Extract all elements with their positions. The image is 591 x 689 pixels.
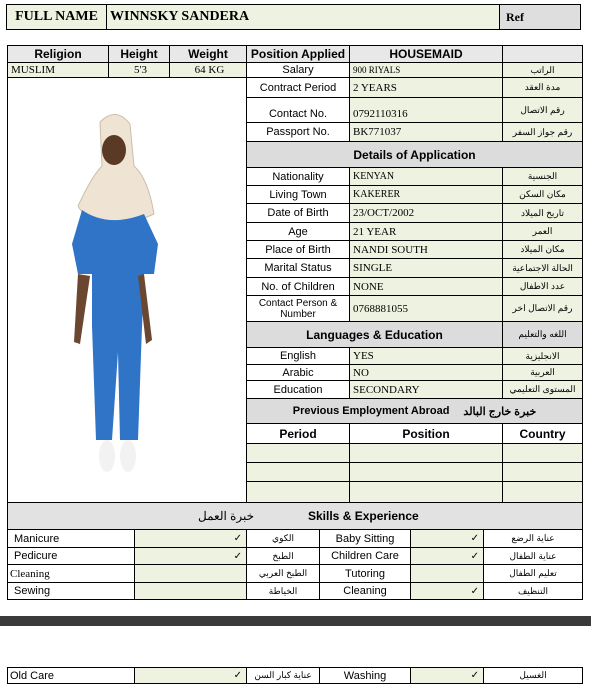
nationality-value: KENYAN [349, 167, 503, 186]
employment-row [246, 481, 350, 503]
skill-childrencare-label: Children Care [319, 547, 411, 565]
passport-no-value: BK771037 [349, 122, 503, 142]
details-section-title: Details of Application [246, 141, 583, 168]
children-arabic: عدد الاطفال [502, 277, 583, 296]
employment-row [502, 443, 583, 463]
nationality-label: Nationality [246, 167, 350, 186]
skill-tutoring-check [410, 564, 484, 583]
employment-row [349, 443, 503, 463]
skill-cleaning2-label: Cleaning [319, 582, 411, 600]
weight-value: 64 KG [169, 62, 247, 78]
age-value: 21 YEAR [349, 222, 503, 241]
skill-childrencare-arabic: عناية الطفال [483, 547, 583, 565]
marital-status-arabic: الحالة الاجتماعية [502, 258, 583, 278]
skill-sewing-check [134, 582, 247, 600]
applicant-photo [7, 77, 247, 503]
date-of-birth-label: Date of Birth [246, 203, 350, 223]
living-town-label: Living Town [246, 185, 350, 204]
skill-washing-arabic: الغسيل [483, 667, 583, 684]
position-header: Position Applied [246, 45, 350, 63]
position-value: HOUSEMAID [349, 45, 503, 63]
employment-section-title [246, 398, 583, 424]
arabic-value: NO [349, 364, 503, 381]
english-arabic: الانجليزية [502, 347, 583, 365]
skills-section-title [7, 502, 583, 530]
contract-period-value: 2 YEARS [349, 77, 503, 98]
skill-sewing-arabic: الخياطة [246, 582, 320, 600]
height-header: Height [108, 45, 170, 63]
english-value: YES [349, 347, 503, 365]
languages-section-arabic: اللغه والتعليم [502, 321, 583, 348]
skill-cleaning-label: Cleaning [7, 564, 135, 583]
languages-section-title: Languages & Education [246, 321, 503, 348]
passport-no-arabic: رقم جواز السفر [502, 122, 583, 142]
arabic-label: Arabic [246, 364, 350, 381]
skill-babysitting-label: Baby Sitting [319, 529, 411, 548]
contact-no-value: 0792110316 [349, 97, 503, 123]
contact-person-value: 0768881055 [349, 295, 503, 322]
full-name-label: FULL NAME [6, 4, 107, 30]
skill-oldcare-check: ✓ [134, 667, 247, 684]
age-label: Age [246, 222, 350, 241]
salary-arabic: الراتب [502, 62, 583, 78]
place-of-birth-value: NANDI SOUTH [349, 240, 503, 259]
contact-person-arabic: رقم الاتصال اخر [502, 295, 583, 322]
education-label: Education [246, 380, 350, 399]
salary-label: Salary [246, 62, 350, 78]
religion-value: MUSLIM [7, 62, 109, 78]
employment-title-ar: خبرة خارج البالد [463, 405, 537, 418]
skill-manicure-check: ✓ [134, 529, 247, 548]
employment-row [502, 481, 583, 503]
marital-status-label: Marital Status [246, 258, 350, 278]
english-label: English [246, 347, 350, 365]
contact-no-arabic: رقم الاتصال [502, 97, 583, 123]
skill-pedicure-arabic: الطبخ [246, 547, 320, 565]
weight-header: Weight [169, 45, 247, 63]
children-value: NONE [349, 277, 503, 296]
skill-oldcare-label: Old Care [7, 667, 135, 684]
skill-babysitting-check: ✓ [410, 529, 484, 548]
marital-status-value: SINGLE [349, 258, 503, 278]
skill-washing-check: ✓ [410, 667, 484, 684]
living-town-value: KAKERER [349, 185, 503, 204]
skill-pedicure-check: ✓ [134, 547, 247, 565]
date-of-birth-value: 23/OCT/2002 [349, 203, 503, 223]
skill-sewing-label: Sewing [7, 582, 135, 600]
skill-cleaning2-check: ✓ [410, 582, 484, 600]
skill-cleaning-check [134, 564, 247, 583]
contract-period-label: Contract Period [246, 77, 350, 98]
employment-row [349, 462, 503, 482]
religion-header: Religion [7, 45, 109, 63]
position-extra [502, 45, 583, 63]
full-name-value: WINNSKY SANDERA [106, 4, 500, 30]
education-arabic: المستوى التعليمي [502, 380, 583, 399]
skill-washing-label: Washing [319, 667, 411, 684]
page-break-divider [0, 616, 591, 626]
skill-tutoring-arabic: تعليم الطفال [483, 564, 583, 583]
education-value: SECONDARY [349, 380, 503, 399]
skill-manicure-label: Manicure [7, 529, 135, 548]
passport-no-label: Passport No. [246, 122, 350, 142]
children-label: No. of Children [246, 277, 350, 296]
employment-period-header: Period [246, 423, 350, 444]
skill-babysitting-arabic: عناية الرضع [483, 529, 583, 548]
skill-manicure-arabic: الكوي [246, 529, 320, 548]
employment-row [349, 481, 503, 503]
nationality-arabic: الجنسية [502, 167, 583, 186]
contract-period-arabic: مدة العقد [502, 77, 583, 98]
skill-pedicure-label: Pedicure [7, 547, 135, 565]
place-of-birth-label: Place of Birth [246, 240, 350, 259]
employment-row [502, 462, 583, 482]
skills-title-ar: خبرة العمل [198, 509, 255, 523]
skill-tutoring-label: Tutoring [319, 564, 411, 583]
place-of-birth-arabic: مكان الميلاد [502, 240, 583, 259]
employment-row [246, 443, 350, 463]
living-town-arabic: مكان السكن [502, 185, 583, 204]
salary-value: 900 RIYALS [349, 62, 503, 78]
skill-childrencare-check: ✓ [410, 547, 484, 565]
employment-title-en: Previous Employment Abroad [292, 405, 450, 417]
date-of-birth-arabic: تاريخ الميلاد [502, 203, 583, 223]
height-value: 5'3 [108, 62, 170, 78]
skill-oldcare-arabic: عناية كبار السن [246, 667, 320, 684]
skill-cleaning-arabic: الطبخ العربي [246, 564, 320, 583]
employment-row [246, 462, 350, 482]
skills-title-en: Skills & Experience [308, 509, 419, 523]
skill-cleaning2-arabic: التنظيف [483, 582, 583, 600]
contact-no-label: Contact No. [246, 97, 350, 123]
employment-position-header: Position [349, 423, 503, 444]
employment-country-header: Country [502, 423, 583, 444]
age-arabic: العمر [502, 222, 583, 241]
contact-person-label: Contact Person & Number [246, 295, 350, 322]
ref-label: Ref [499, 4, 581, 30]
arabic-arabic: العربية [502, 364, 583, 381]
